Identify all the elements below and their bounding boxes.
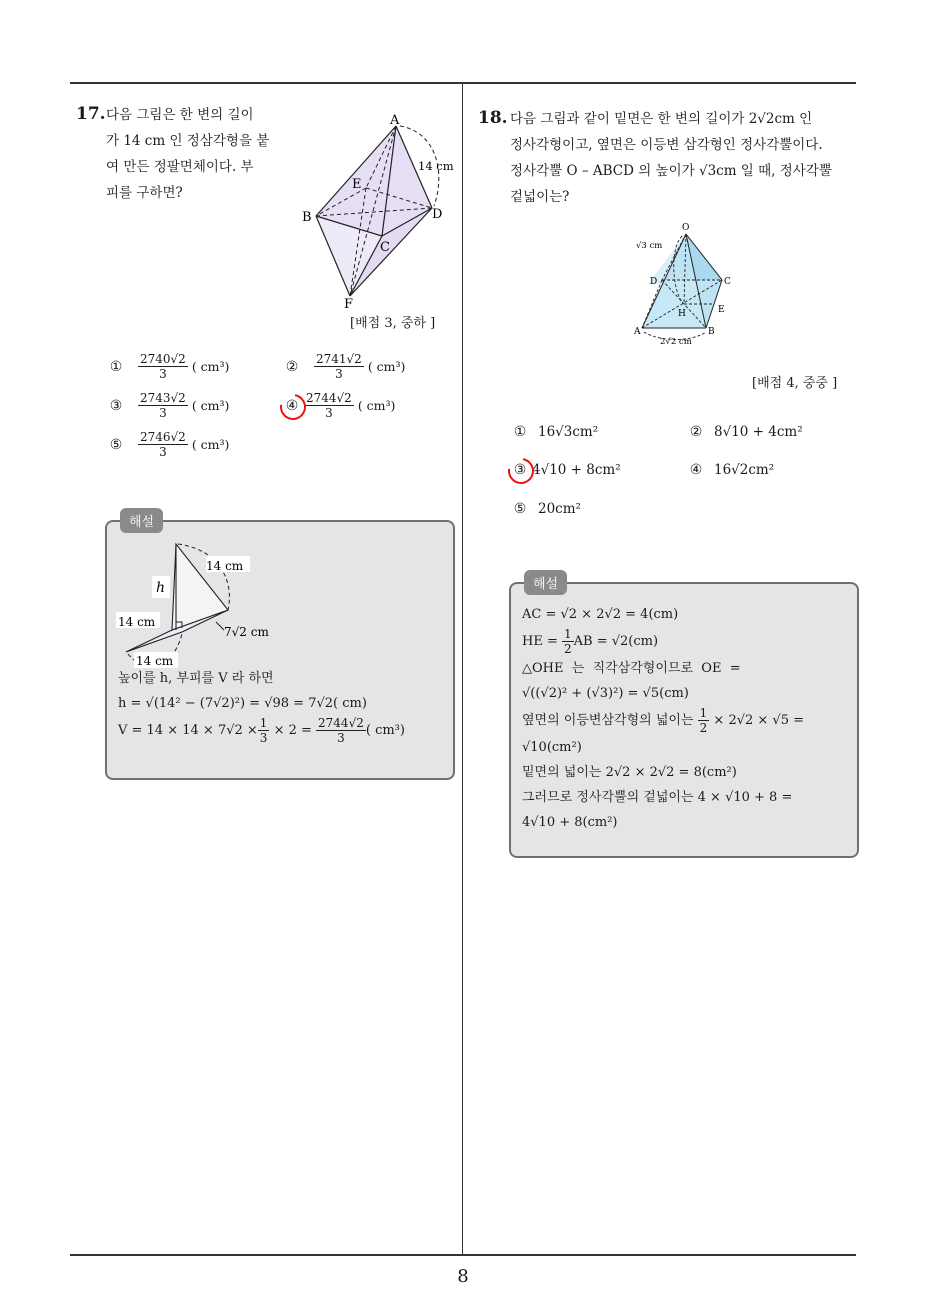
question-text-line: 다음 그림은 한 변의 길이 [106, 107, 254, 123]
vertex-label-c: C [380, 240, 390, 255]
question-text-line: 겉넓이는? [510, 189, 570, 205]
option-mark: ① [513, 424, 527, 440]
vertex-label-b: B [708, 327, 715, 337]
vertex-label-h: H [678, 309, 686, 319]
option-5[interactable] [512, 501, 581, 517]
question-number: 18. [478, 108, 508, 128]
option-3[interactable] [512, 462, 621, 478]
solution-line: 4√10 + 8(cm²) [522, 815, 618, 830]
top-rule [70, 82, 856, 84]
solution-text-part: AB = √2(cm) [573, 634, 659, 649]
option-mark: ⑤ [109, 436, 123, 453]
option-unit: ( cm³) [191, 398, 230, 413]
option-5[interactable] [108, 430, 229, 459]
option-4[interactable] [284, 391, 395, 420]
question-number: 17. [76, 104, 106, 124]
solution-line: √10(cm²) [522, 740, 582, 755]
solution-text-part: 옆면의 이등변삼각형의 넓이는 [522, 713, 698, 728]
solution-text-part: × 2 = [269, 723, 317, 738]
option-1[interactable] [512, 424, 598, 440]
fraction-denominator: 2 [699, 721, 708, 735]
vertex-label-o: O [682, 223, 690, 233]
option-mark: ④ [689, 462, 703, 478]
fraction-denominator: 3 [159, 445, 167, 459]
diagonal-label: 7√2 cm [224, 625, 269, 639]
octahedron-figure [296, 112, 464, 312]
solution-tag: 해설 [524, 570, 567, 595]
question-text-line: 정사각뿔 O – ABCD 의 높이가 √3cm 일 때, 정사각뿔 [510, 163, 832, 179]
fraction-denominator: 3 [337, 731, 345, 745]
solution-line: h = √(14² − (7√2)²) = √98 = 7√2( cm) [118, 696, 367, 711]
option-1[interactable] [108, 352, 229, 381]
fraction-numerator: 2744√2 [318, 716, 364, 730]
fraction-denominator: 3 [335, 367, 343, 381]
question-text-line: 정사각형이고, 옆면은 이등변 삼각형인 정사각뿔이다. [510, 137, 823, 153]
vertex-label-e: E [718, 305, 725, 315]
option-mark: ① [109, 358, 123, 375]
selected-answer-mark: ④ [285, 397, 299, 414]
option-mark: ② [285, 358, 299, 375]
solution-line [522, 627, 848, 656]
fraction [698, 706, 710, 735]
height-label: √3 cm [636, 241, 663, 251]
question-text [510, 106, 862, 210]
edge-label-top: 14 cm [206, 559, 244, 573]
option-fraction [304, 391, 354, 420]
solution-figure [112, 540, 292, 670]
option-fraction [138, 430, 188, 459]
fraction [258, 716, 270, 745]
question-text-line: 가 14 cm 인 정삼각형을 붙 [106, 133, 270, 149]
base-label: 2√2 cm [660, 337, 692, 347]
fraction-numerator: 1 [563, 627, 572, 641]
solution-line: 그러므로 정사각뿔의 겉넓이는 4 × √10 + 8 = [522, 790, 793, 805]
edge-label-left: 14 cm [118, 615, 156, 629]
vertex-label-d: D [432, 207, 443, 222]
pyramid-figure [626, 218, 746, 348]
option-fraction [138, 352, 188, 381]
vertex-label-f: F [344, 297, 354, 312]
option-unit: ( cm³) [191, 437, 230, 452]
option-fraction [138, 391, 188, 420]
vertex-label-d: D [650, 277, 658, 287]
fraction-denominator: 3 [159, 406, 167, 420]
question-text-line: 피를 구하면? [106, 185, 183, 201]
option-unit: ( cm³) [367, 359, 406, 374]
fraction-numerator: 1 [259, 716, 268, 730]
solution-tag: 해설 [120, 508, 163, 533]
fraction-denominator: 3 [159, 367, 167, 381]
vertex-label-c: C [724, 277, 731, 287]
option-4[interactable] [688, 462, 774, 478]
option-text: 16√3cm² [538, 424, 599, 440]
fraction-numerator: 2741√2 [316, 352, 362, 366]
option-unit: ( cm³) [191, 359, 230, 374]
fraction [562, 627, 574, 656]
solution-text-part: V = 14 × 14 × 7√2 × [118, 723, 258, 738]
solution-text [522, 602, 848, 835]
fraction-numerator: 2743√2 [140, 391, 186, 405]
solution-line: △OHE 는 직각삼각형이므로 OE = [522, 661, 741, 676]
solution-line: 높이를 h, 부피를 V 라 하면 [118, 671, 274, 686]
solution-text-part: × 2√2 × √5 = [709, 713, 805, 728]
solution-line: √((√2)² + (√3)²) = √5(cm) [522, 686, 689, 701]
solution-text [118, 666, 448, 745]
question-text [106, 102, 286, 206]
score-label: [배점 3, 중하 ] [350, 316, 436, 331]
solution-line [522, 706, 848, 735]
bottom-rule [70, 1254, 856, 1256]
option-mark: ② [689, 424, 703, 440]
edge-label-bottom: 14 cm [136, 654, 174, 668]
question-text-line: 여 만든 정팔면체이다. 부 [106, 159, 254, 175]
option-3[interactable] [108, 391, 229, 420]
fraction [316, 716, 366, 745]
edge-length-label: 14 cm [418, 159, 454, 173]
fraction-numerator: 2744√2 [306, 391, 352, 405]
solution-line: 밑면의 넓이는 2√2 × 2√2 = 8(cm²) [522, 765, 737, 780]
page-number: 8 [457, 1266, 469, 1287]
vertex-label-b: B [302, 210, 312, 225]
vertex-label-a: A [390, 113, 400, 128]
height-label: h [156, 580, 166, 596]
fraction-numerator: 2746√2 [140, 430, 186, 444]
option-mark: ③ [109, 397, 123, 414]
option-text: 8√10 + 4cm² [714, 424, 803, 440]
fraction-denominator: 3 [325, 406, 333, 420]
vertex-label-e: E [352, 177, 362, 192]
vertex-label-a: A [634, 327, 641, 337]
fraction-denominator: 2 [563, 642, 572, 656]
solution-unit: ( cm³) [365, 723, 405, 738]
option-fraction [314, 352, 364, 381]
solution-line: AC = √2 × 2√2 = 4(cm) [522, 607, 679, 622]
fraction-numerator: 2740√2 [140, 352, 186, 366]
option-text: 4√10 + 8cm² [532, 462, 621, 478]
option-2[interactable] [688, 424, 803, 440]
fraction-numerator: 1 [699, 706, 708, 720]
score-label: [배점 4, 중중 ] [752, 376, 838, 391]
question-text-line: 다음 그림과 같이 밑면은 한 변의 길이가 2√2cm 인 [510, 111, 813, 127]
option-mark: ⑤ [513, 501, 527, 517]
option-text: 16√2cm² [714, 462, 775, 478]
option-2[interactable] [284, 352, 405, 381]
solution-line [118, 716, 448, 745]
fraction-denominator: 3 [259, 731, 268, 745]
solution-text-part: HE = [522, 634, 562, 649]
option-text: 20cm² [538, 501, 581, 517]
option-unit: ( cm³) [357, 398, 396, 413]
selected-answer-mark: ③ [513, 462, 527, 478]
